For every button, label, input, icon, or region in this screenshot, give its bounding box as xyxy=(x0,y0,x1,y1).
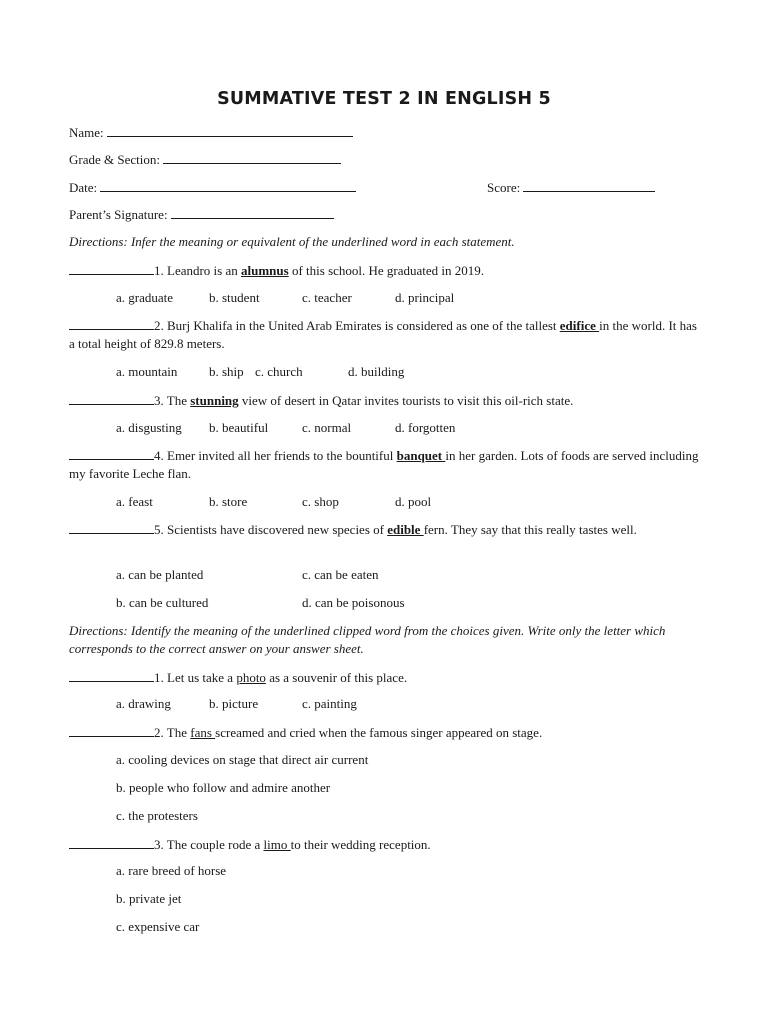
answer-blank[interactable] xyxy=(69,317,154,330)
answer-blank[interactable] xyxy=(69,447,154,460)
score-label: Score: xyxy=(487,180,521,195)
directions-part1: Directions: Infer the meaning or equivalent of the underlined word in each statement. xyxy=(69,234,515,249)
choice-c: c. church xyxy=(255,364,303,379)
choice-a: a. graduate xyxy=(116,290,174,305)
answer-blank[interactable] xyxy=(69,724,154,737)
choice-c: c. painting xyxy=(302,696,357,711)
underlined-word: fans xyxy=(190,725,216,740)
name-label: Name: xyxy=(69,125,104,140)
choice-b: b. picture xyxy=(209,696,259,711)
parent-label: Parent’s Signature: xyxy=(69,207,168,222)
choice-a: a. drawing xyxy=(116,696,171,711)
answer-blank[interactable] xyxy=(69,392,154,405)
grade-row xyxy=(69,151,341,168)
choice-c: c. expensive car xyxy=(116,919,200,934)
question-clip-1: 1. Let us take a photo as a souvenir of this place. xyxy=(69,669,407,686)
choice-b: b. private jet xyxy=(116,891,182,906)
date-blank[interactable] xyxy=(100,179,356,192)
question-1: 1. Leandro is an alumnus of this school. He graduated in 2019. xyxy=(69,262,484,279)
choice-b: b. beautiful xyxy=(209,420,269,435)
answer-blank[interactable] xyxy=(69,836,154,849)
underlined-word: edifice xyxy=(559,318,600,333)
choice-b: b. can be cultured xyxy=(116,595,209,610)
question-4: 4. Emer invited all her friends to the bountiful banquet in her garden. Lots of foods are served including my favorite Leche flan. xyxy=(69,448,699,481)
choice-b: b. store xyxy=(209,494,248,509)
name-row xyxy=(69,124,353,141)
choice-d: d. forgotten xyxy=(395,420,456,435)
parent-blank[interactable] xyxy=(171,206,334,219)
question-5: 5. Scientists have discovered new species of edible fern. They say that this really tastes well. xyxy=(69,521,699,539)
underlined-word: stunning xyxy=(190,393,239,408)
question-3: 3. The stunning view of desert in Qatar invites tourists to visit this oil-rich state. xyxy=(69,392,573,409)
choice-a: a. feast xyxy=(116,494,153,509)
choice-a: a. rare breed of horse xyxy=(116,863,227,878)
score-blank[interactable] xyxy=(523,179,655,192)
choice-d: d. can be poisonous xyxy=(302,595,405,610)
choice-c: c. the protesters xyxy=(116,808,198,823)
choice-b: b. people who follow and admire another xyxy=(116,780,331,795)
date-row xyxy=(69,179,356,196)
choice-d: d. principal xyxy=(395,290,455,305)
choice-a: a. disgusting xyxy=(116,420,182,435)
grade-blank[interactable] xyxy=(163,151,341,164)
answer-blank[interactable] xyxy=(69,521,154,534)
answer-blank[interactable] xyxy=(69,262,154,275)
page-title: SUMMATIVE TEST 2 IN ENGLISH 5 xyxy=(217,89,551,109)
choice-c: c. shop xyxy=(302,494,339,509)
choice-c: c. teacher xyxy=(302,290,352,305)
date-label: Date: xyxy=(69,180,98,195)
underlined-word: banquet xyxy=(396,448,446,463)
choice-b: b. student xyxy=(209,290,260,305)
score-row xyxy=(487,179,655,196)
choice-c: c. normal xyxy=(302,420,352,435)
grade-label: Grade & Section: xyxy=(69,152,160,167)
choice-b: b. ship xyxy=(209,364,244,379)
choice-d: d. pool xyxy=(395,494,432,509)
question-clip-3: 3. The couple rode a limo to their wedding reception. xyxy=(69,836,431,853)
question-clip-2: 2. The fans screamed and cried when the famous singer appeared on stage. xyxy=(69,724,542,741)
answer-blank[interactable] xyxy=(69,669,154,682)
choice-a: a. mountain xyxy=(116,364,178,379)
underlined-word: alumnus xyxy=(241,263,289,278)
underlined-word: limo xyxy=(263,837,291,852)
choice-a: a. can be planted xyxy=(116,567,204,582)
directions-part2: Directions: Identify the meaning of the underlined clipped word from the choices given. Write only the letter which corresponds to the correct answer on your answer sheet. xyxy=(69,623,666,656)
name-blank[interactable] xyxy=(107,124,353,137)
underlined-word: photo xyxy=(236,670,266,685)
choice-a: a. cooling devices on stage that direct air current xyxy=(116,752,369,767)
choice-c: c. can be eaten xyxy=(302,567,379,582)
parent-row xyxy=(69,206,334,223)
choice-d: d. building xyxy=(348,364,405,379)
question-2: 2. Burj Khalifa in the United Arab Emirates is considered as one of the tallest edifice in the world. It has a total height of 829.8 meters. xyxy=(69,318,697,351)
underlined-word: edible xyxy=(387,522,424,537)
